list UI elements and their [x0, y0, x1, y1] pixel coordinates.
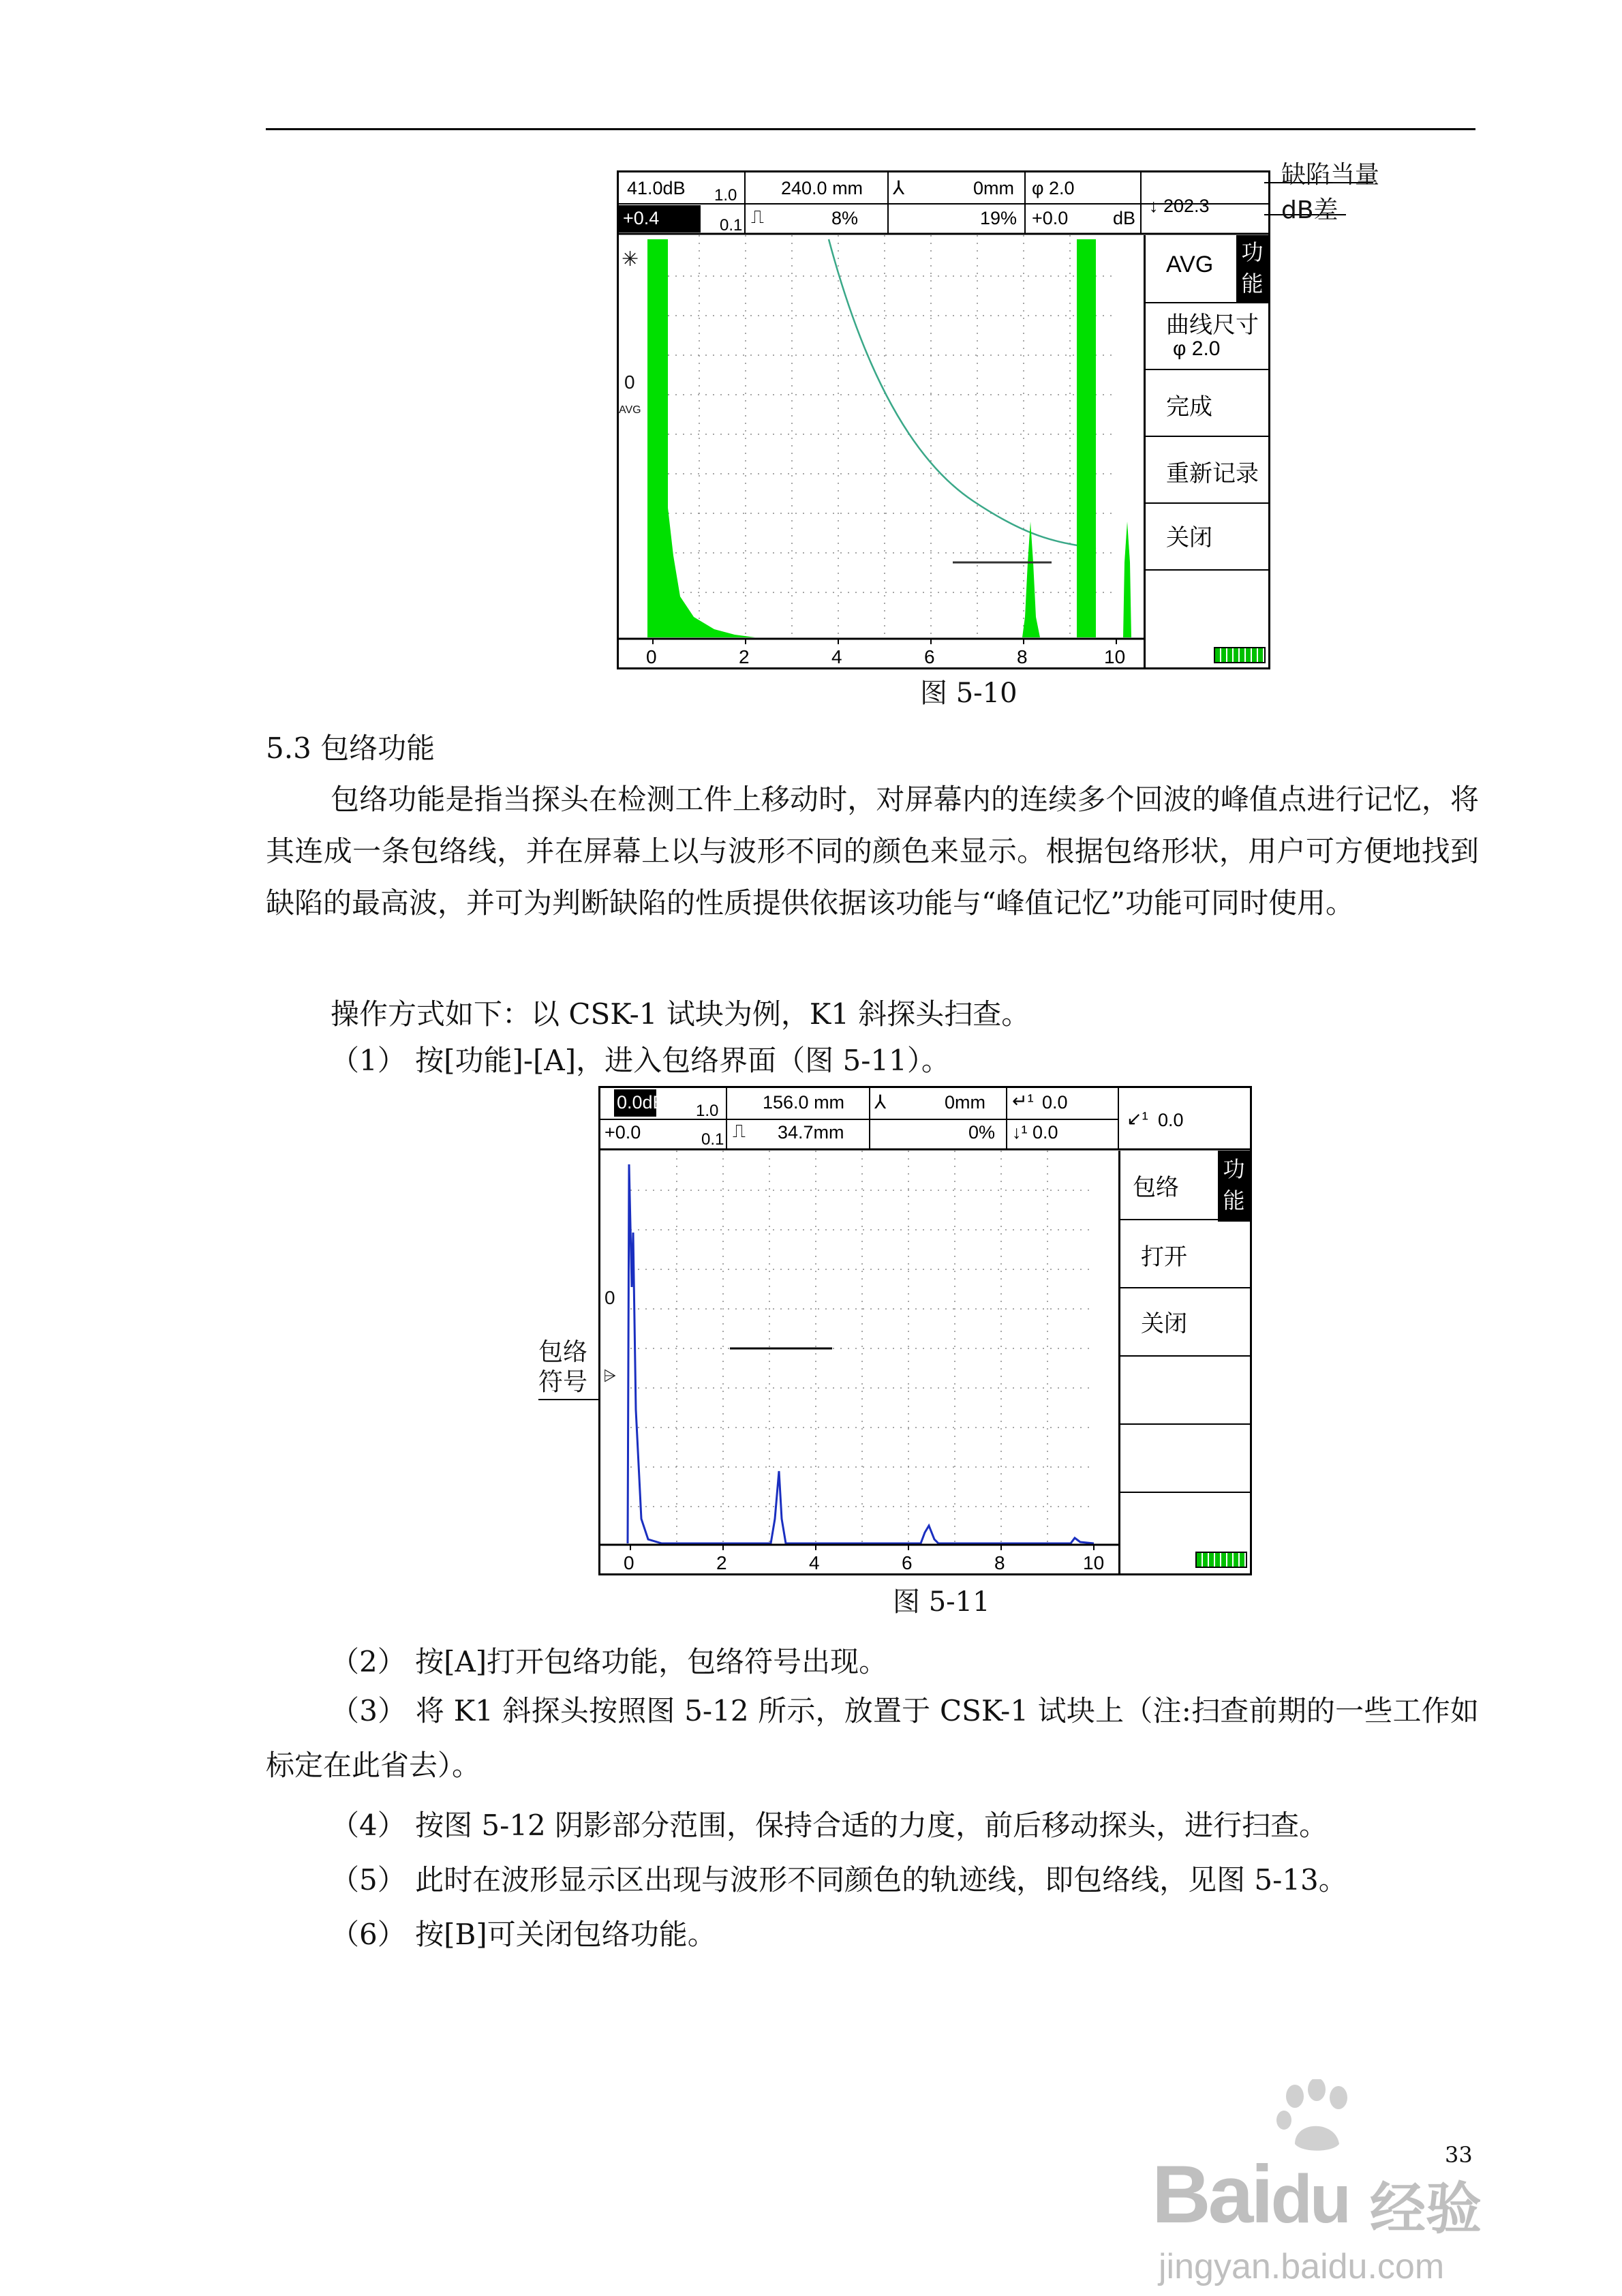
step-1: （1） 按[功能]-[A]，进入包络界面（图 5-11）。 — [331, 1044, 950, 1077]
figure-caption-5-10: 图 5-10 — [920, 678, 1017, 709]
menu-close[interactable]: 关闭 — [1120, 1287, 1250, 1357]
echo-trace — [628, 1164, 1094, 1543]
backwall-echo — [1077, 239, 1096, 637]
range-coarse: 1.0 — [696, 1102, 719, 1120]
watermark-url: jingyan.baidu.com — [1159, 2247, 1445, 2286]
depth-icon: ↵¹ — [1012, 1091, 1034, 1111]
menu-curve-size[interactable]: 曲线尺寸 φ 2.0 — [1146, 302, 1268, 370]
axis-label: 10 — [1104, 646, 1126, 667]
gate-icon: ⎍ — [751, 207, 764, 227]
zero-readout: 0mm — [945, 1092, 985, 1113]
waveform-area — [600, 1151, 1120, 1573]
axis-label: 0 — [624, 1552, 634, 1573]
step-6: （6） 按[B]可关闭包络功能。 — [331, 1918, 716, 1951]
section-title: 5.3 包络功能 — [266, 731, 435, 765]
db-unit: dB — [1113, 208, 1136, 228]
waveform-plot — [619, 235, 1144, 667]
watermark-brand: Baidu — [1152, 2149, 1349, 2240]
figure-5-10 — [617, 170, 1270, 669]
watermark-cn: 经验 — [1370, 2177, 1482, 2241]
menu-empty-slot — [1120, 1355, 1250, 1425]
gate-icon: ⎍ — [733, 1121, 746, 1141]
axis-label: 8 — [1017, 646, 1028, 667]
axis-label: 4 — [831, 646, 842, 667]
axis-label: 6 — [902, 1552, 913, 1573]
figure-5-11 — [598, 1086, 1252, 1575]
phi-readout: φ 2.0 — [1032, 178, 1075, 198]
operation-intro: 操作方式如下：以 CSK-1 试块为例，K1 斜探头扫查。 — [331, 997, 1030, 1031]
avg-marker: AVG — [619, 404, 641, 416]
step-4: （4） 按图 5-12 阴影部分范围，保持合适的力度，前后移动探头，进行扫查。 — [331, 1809, 1328, 1842]
horizontal-readout: ↓¹ 0.0 — [1012, 1122, 1058, 1143]
distance-readout: 34.7mm — [778, 1122, 844, 1143]
step-2: （2） 按[A]打开包络功能，包络符号出现。 — [331, 1645, 888, 1678]
menu-open[interactable]: 打开 — [1120, 1219, 1250, 1288]
axis-label: 2 — [739, 646, 750, 667]
waveform-area — [619, 235, 1146, 667]
db-offset: +0.0 — [1032, 208, 1069, 228]
callout-line-b — [538, 1398, 600, 1402]
range-fine: 0.1 — [720, 216, 743, 235]
gain-readout: 41.0dB — [627, 178, 686, 198]
menu-empty-slot — [1120, 1492, 1250, 1546]
sound-path-readout: 0.0 — [1158, 1110, 1184, 1130]
probe-angle-icon: ⅄ — [893, 177, 905, 198]
waveform-plot — [600, 1151, 1118, 1573]
peak-memory-icon: ✳ — [622, 247, 639, 271]
ref-level-zero: 0 — [605, 1287, 615, 1308]
sound-path-icon: ↙¹ — [1127, 1108, 1148, 1129]
menu-close[interactable]: 关闭 — [1146, 502, 1268, 571]
function-tag: 功能 — [1236, 235, 1268, 303]
range-fine: 0.1 — [701, 1130, 724, 1149]
range-coarse: 1.0 — [714, 186, 737, 205]
initial-pulse-echo — [647, 239, 755, 637]
menu-title-envelope: 包络 — [1133, 1174, 1179, 1201]
page-number: 33 — [1445, 2142, 1473, 2168]
axis-label: 2 — [716, 1552, 727, 1573]
defect-echo — [1022, 522, 1040, 637]
gain-readout: 0.0dB — [617, 1092, 665, 1113]
second-echo — [1123, 522, 1131, 637]
figure-caption-5-11: 图 5-11 — [893, 1586, 990, 1618]
function-tag: 功能 — [1218, 1151, 1250, 1222]
header-rule — [266, 128, 1475, 130]
amplitude-percent: 0% — [968, 1122, 996, 1143]
paw-logo-icon — [1274, 2079, 1356, 2154]
battery-icon — [1195, 1552, 1247, 1568]
probe-angle-icon: ⅄ — [874, 1091, 887, 1113]
zero-readout: 0mm — [973, 178, 1014, 198]
menu-re-record[interactable]: 重新记录 — [1146, 436, 1268, 504]
menu-empty-slot — [1146, 569, 1268, 639]
step-5: （5） 此时在波形显示区出现与波形不同颜色的轨迹线，即包络线，见图 5-13。 — [331, 1863, 1347, 1897]
defect-equivalent: ↓ 202.3 — [1149, 196, 1210, 216]
menu-empty-slot — [1120, 1423, 1250, 1493]
axis-label: 10 — [1083, 1552, 1105, 1573]
amplitude-percent: 19% — [980, 208, 1017, 228]
function-menu — [1146, 235, 1268, 667]
offset-readout: +0.4 — [623, 208, 660, 228]
envelope-symbol-icon: ⩥ — [603, 1366, 617, 1385]
axis-label: 8 — [994, 1552, 1005, 1573]
step-3: （3） 将 K1 斜探头按照图 5-12 所示，放置于 CSK-1 试块上（注:扫查前期的一些工作如标定在此省去）。 — [266, 1694, 1479, 1782]
avg-curve — [829, 239, 1096, 549]
ref-level-zero: 0 — [624, 372, 635, 393]
depth-readout: 0.0 — [1042, 1092, 1068, 1113]
range-readout: 240.0 mm — [781, 178, 863, 198]
offset-readout: +0.0 — [605, 1122, 641, 1143]
paragraph-envelope: 包络功能是指当探头在检测工件上移动时，对屏幕内的连续多个回波的峰值点进行记忆，将其连成一条包络线，并在屏幕上以与波形不同的颜色来显示。根据包络形状，用户可方便地找到缺陷的最高波，并可为判断缺陷的性质提供依据该功能与“峰值记忆”功能可同时使用。 — [266, 783, 1479, 920]
menu-complete[interactable]: 完成 — [1146, 369, 1268, 437]
axis-label: 6 — [924, 646, 935, 667]
axis-label: 4 — [809, 1552, 820, 1573]
menu-title-avg: AVG — [1166, 252, 1214, 277]
axis-label: 0 — [646, 646, 657, 667]
battery-icon — [1214, 647, 1266, 663]
function-menu — [1120, 1151, 1250, 1573]
gate-percent: 8% — [831, 208, 859, 228]
callout-defect-equivalent: 缺陷当量 — [1281, 161, 1380, 189]
callout-db-difference: dB差 — [1281, 196, 1338, 224]
range-readout: 156.0 mm — [763, 1092, 845, 1113]
callout-envelope-symbol: 包络符号 — [538, 1338, 588, 1396]
